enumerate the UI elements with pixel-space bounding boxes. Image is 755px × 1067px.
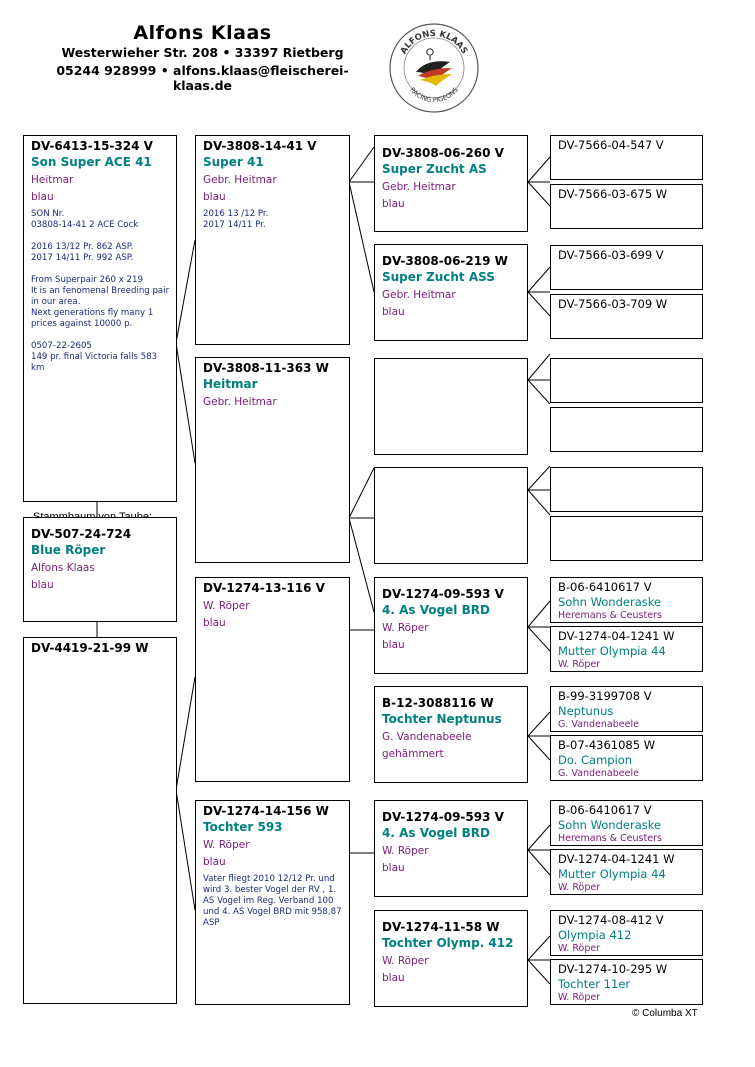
g4-breeder: W. Röper [558,882,601,893]
breeder-contact: 05244 928999 • alfons.klaas@fleischerei-klaas.de [56,63,349,93]
g4-ring: DV-1274-10-295 W [558,962,668,976]
mfm-breeder: G. Vandenabeele [382,731,472,743]
subject-color: blau [31,579,54,591]
mother-box [23,637,177,1004]
father-name: Son Super ACE 41 [31,155,152,169]
g4-box [550,577,703,623]
g4-name: Olympia 412 [558,928,632,942]
mfm-color: gehämmert [382,748,444,760]
g4-box [550,467,703,512]
father-notes: SON Nr. 03808-14-41 2 ACE Cock 2016 13/12 Pr. 862 ASP. 2017 14/11 Pr. 992 ASP. From Superpair 260 x 219 It is an fenomenal Breeding pair in our area. Next generations fly many 1 prices against 10000 p. 0507-22-2605 149 pr. final Victoria falls 583 km [31,209,170,373]
fm-breeder: Gebr. Heitmar [203,396,277,408]
g4-ring: DV-7566-03-675 W [558,187,668,201]
breeder-address: Westerwieher Str. 208 • 33397 Rietberg [61,45,344,60]
fm-name: Heitmar [203,377,258,391]
g4-ring: B-07-4361085 W [558,738,656,752]
g4-name: Do. Campion [558,753,633,767]
mfm-ring: B-12-3088116 W [382,696,494,710]
mmf-box [374,800,528,897]
g4-breeder: Heremans & Ceusters [558,833,662,844]
mm-box [195,800,350,1005]
logo-bottom-text: RACING PIGEONS [408,85,460,105]
mm-color: blau [203,856,226,868]
fff-ring: DV-3808-06-260 V [382,146,504,160]
mf-box [195,577,350,782]
fff-name: Super Zucht AS [382,162,487,176]
mmf-name: 4. As Vogel BRD [382,826,490,840]
mfm-name: Tochter Neptunus [382,712,502,726]
fff-breeder: Gebr. Heitmar [382,181,456,193]
g4-breeder: W. Röper [558,943,601,954]
g4-name: Tochter 11er [558,977,631,991]
mm-ring: DV-1274-14-156 W [203,804,329,818]
fmm-box [374,467,528,564]
mf-breeder: W. Röper [203,600,250,612]
mm-name: Tochter 593 [203,820,283,834]
g4-ring: B-99-3199708 V [558,689,652,703]
g4-breeder: G. Vandenabeele [558,768,639,779]
fff-color: blau [382,198,405,210]
ff-name: Super 41 [203,155,264,169]
ffm-box [374,244,528,341]
mmf-ring: DV-1274-09-593 V [382,810,504,824]
subject-name: Blue Röper [31,543,106,557]
g4-ring: DV-7566-04-547 V [558,138,664,152]
g4-box [550,294,703,339]
g4-box [550,184,703,229]
g4-ring: DV-1274-04-1241 W [558,629,675,643]
g4-name: Mutter Olympia 44 [558,867,666,881]
g4-ring: DV-1274-08-412 V [558,913,664,927]
g4-ring: B-06-6410617 V [558,803,652,817]
g4-box [550,135,703,180]
g4-box [550,959,703,1005]
mff-box [374,577,528,674]
subject-breeder: Alfons Klaas [31,562,95,574]
g4-name: Mutter Olympia 44 [558,644,666,658]
fff-box [374,135,528,232]
mf-ring: DV-1274-13-116 V [203,581,325,595]
father-color: blau [31,191,54,203]
mmm-name: Tochter Olymp. 412 [382,936,514,950]
g4-box [550,245,703,290]
father-breeder: Heitmar [31,174,74,186]
subject-box [23,517,177,622]
ff-ring: DV-3808-14-41 V [203,139,317,153]
mfm-box [374,686,528,783]
g4-box [550,358,703,403]
g4-box [550,735,703,781]
g4-ring: DV-7566-03-709 W [558,297,668,311]
fm-box [195,357,350,563]
ff-notes: 2016 13 /12 Pr. 2017 14/11 Pr. [203,209,269,230]
g4-box [550,800,703,846]
mother-ring: DV-4419-21-99 W [31,641,149,655]
mmf-color: blau [382,862,405,874]
g4-box [550,849,703,895]
ffm-color: blau [382,306,405,318]
g4-box [550,516,703,561]
g4-name: Sohn Wonderaske [558,818,662,832]
g4-breeder: W. Röper [558,659,601,670]
ffm-breeder: Gebr. Heitmar [382,289,456,301]
mmm-breeder: W. Röper [382,955,429,967]
mmm-color: blau [382,972,405,984]
mf-color: blau [203,617,226,629]
fm-ring: DV-3808-11-363 W [203,361,329,375]
ff-breeder: Gebr. Heitmar [203,174,277,186]
g4-name: Neptunus [558,704,614,718]
mm-notes: Vater fliegt 2010 12/12 Pr. und wird 3. bester Vogel der RV , 1. AS Vogel im Reg. Verband 100 und 4. AS Vogel BRD mit 958,87 ASP [203,874,342,928]
mff-name: 4. As Vogel BRD [382,603,490,617]
ffm-ring: DV-3808-06-219 W [382,254,508,268]
g4-box [550,407,703,452]
g4-ring: B-06-6410617 V [558,580,652,594]
mff-ring: DV-1274-09-593 V [382,587,504,601]
g4-ring: DV-7566-03-699 V [558,248,664,262]
ff-color: blau [203,191,226,203]
g4-breeder: G. Vandenabeele [558,719,639,730]
subject-ring: DV-507-24-724 [31,527,132,541]
copyright: © Columba XT [632,1008,698,1019]
mmm-ring: DV-1274-11-58 W [382,920,500,934]
mmf-breeder: W. Röper [382,845,429,857]
mff-breeder: W. Röper [382,622,429,634]
father-ring: DV-6413-15-324 V [31,139,153,153]
g4-box [550,910,703,956]
mmm-box [374,910,528,1007]
g4-box [550,626,703,672]
mff-color: blau [382,639,405,651]
g4-breeder: W. Röper [558,992,601,1003]
breeder-name: Alfons Klaas [133,22,272,44]
g4-ring: DV-1274-04-1241 W [558,852,675,866]
ffm-name: Super Zucht ASS [382,270,495,284]
g4-breeder: Heremans & Ceusters [558,610,662,621]
g4-box [550,686,703,732]
g4-name: Sohn Wonderaske [558,595,662,609]
logo-top-text: ALFONS KLAAS [398,28,470,56]
father-box [23,135,177,502]
mm-breeder: W. Röper [203,839,250,851]
ff-box [195,135,350,345]
fmf-box [374,358,528,455]
